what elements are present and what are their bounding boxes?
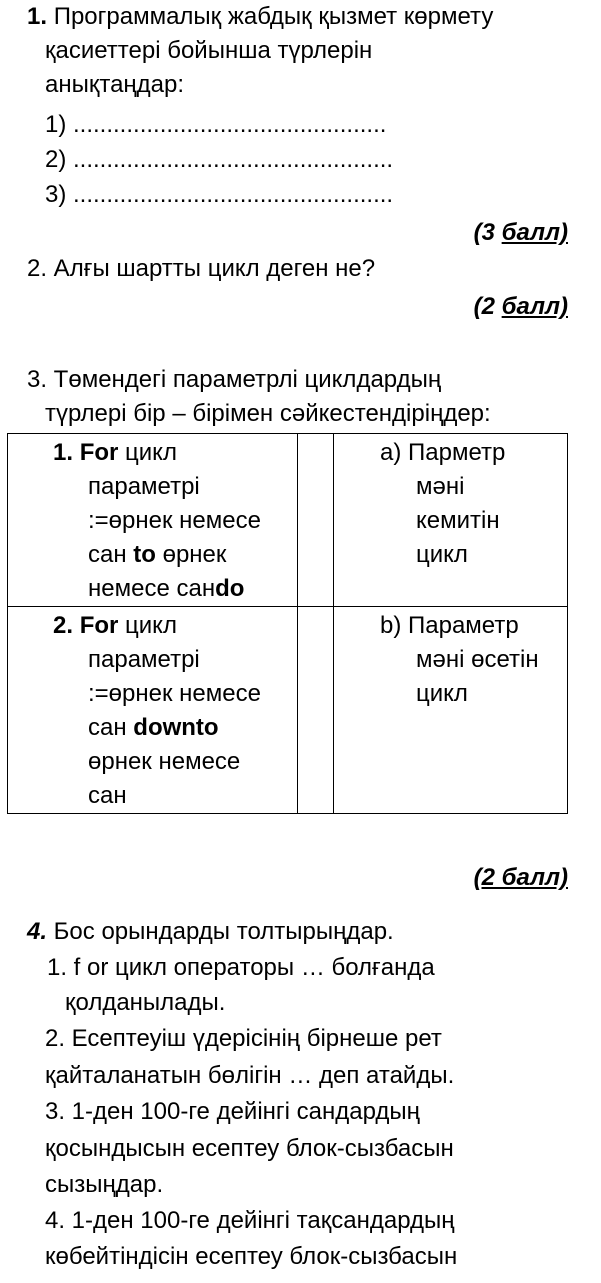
row1-left-cell: 1. For цикл параметрі :=өрнек немесе сан to өрнек немесе санdo bbox=[8, 434, 298, 607]
q3-line-1: 3. Төмендегі параметрлі циклдардың bbox=[27, 366, 442, 393]
q1-line-2: қасиеттері бойынша түрлерін bbox=[45, 37, 373, 64]
matching-table bbox=[7, 433, 568, 814]
q4-title: 4. Бос орындарды толтырыңдар. bbox=[27, 918, 394, 945]
list-item: қолданылады. bbox=[65, 989, 226, 1016]
row2-right-cell: b) Параметр мәні өсетін цикл bbox=[334, 607, 568, 814]
row2-left-cell: 2. For цикл параметрі :=өрнек немесе сан downto өрнек немесе сан bbox=[8, 607, 298, 814]
list-item: сызыңдар. bbox=[45, 1171, 164, 1198]
row1-answer-cell[interactable] bbox=[298, 434, 334, 607]
q1-blank-2: 2) ................................................ bbox=[45, 146, 394, 173]
row2-answer-cell[interactable] bbox=[298, 607, 334, 814]
q3-score: (2 балл) bbox=[473, 864, 568, 891]
list-item: 1. f or цикл операторы … болғанда bbox=[47, 954, 435, 981]
q1-line-1: 1. Программалық жабдық қызмет көрмету bbox=[27, 3, 494, 30]
row1-right-cell: а) Парметр мәні кемитін цикл bbox=[334, 434, 568, 607]
q1-number: 1. bbox=[27, 3, 48, 30]
list-item: қосындысын есептеу блок-сызбасын bbox=[45, 1135, 454, 1162]
table-row bbox=[8, 607, 568, 814]
q2-score: (2 балл) bbox=[473, 293, 568, 320]
q3-line-2: түрлері бір – бірімен сәйкестендіріңдер: bbox=[45, 400, 491, 427]
q4-number: 4. bbox=[27, 918, 48, 945]
table-row bbox=[8, 434, 568, 607]
q1-blank-1: 1) ............................................... bbox=[45, 111, 387, 138]
q1-line-3: анықтаңдар: bbox=[45, 71, 185, 98]
q1-score: (3 балл) bbox=[473, 219, 568, 246]
list-item: қайталанатын бөлігін … деп атайды. bbox=[45, 1062, 455, 1089]
list-item: 2. Есептеуіш үдерісінің бірнеше рет bbox=[45, 1025, 442, 1052]
list-item: 4. 1-ден 100-ге дейінгі тақсандардың bbox=[45, 1207, 455, 1234]
list-item: көбейтіндісін есептеу блок-сызбасын bbox=[45, 1243, 458, 1270]
q2-text: 2. Алғы шартты цикл деген не? bbox=[27, 255, 376, 282]
q1-blank-3: 3) ................................................ bbox=[45, 181, 394, 208]
list-item: 3. 1-ден 100-ге дейінгі сандардың bbox=[45, 1098, 420, 1125]
